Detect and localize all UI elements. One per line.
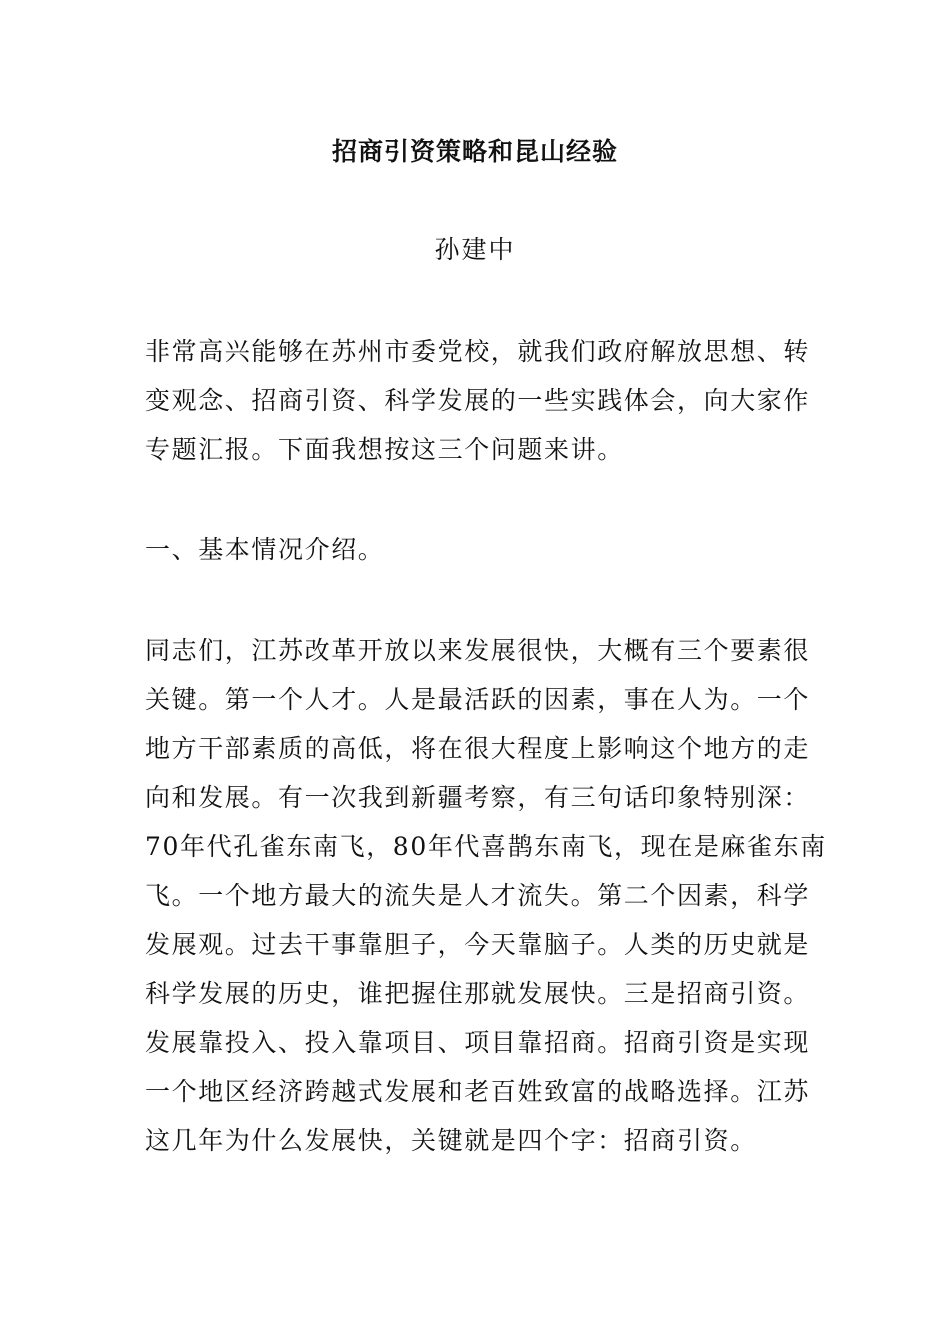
document-title: 招商引资策略和昆山经验 — [331, 137, 618, 166]
text-line: 关键。第一个人才。人是最活跃的因素，事在人为。一个 — [145, 685, 811, 714]
author-name: 孙建中 — [434, 235, 516, 264]
text-line: 这几年为什么发展快，关键就是四个字：招商引资。 — [145, 1126, 757, 1155]
text-line: 地方干部素质的高低，将在很大程度上影响这个地方的走 — [145, 734, 811, 763]
text-line: 非常高兴能够在苏州市委党校，就我们政府解放思想、转 — [145, 337, 811, 366]
text-line: 飞。一个地方最大的流失是人才流失。第二个因素，科学 — [145, 881, 811, 910]
text-line: 一、基本情况介绍。 — [145, 535, 385, 564]
text-line: 同志们，江苏改革开放以来发展很快，大概有三个要素很 — [145, 636, 811, 665]
text-line: 发展观。过去干事靠胆子，今天靠脑子。人类的历史就是 — [145, 930, 811, 959]
text-line: 一个地区经济跨越式发展和老百姓致富的战略选择。江苏 — [145, 1077, 811, 1106]
text-line: 向和发展。有一次我到新疆考察，有三句话印象特别深： — [145, 783, 811, 812]
text-line: 科学发展的历史，谁把握住那就发展快。三是招商引资。 — [145, 979, 811, 1008]
paragraph-intro — [145, 327, 811, 474]
section-heading — [145, 525, 807, 574]
paragraph-body — [145, 626, 827, 1165]
text-line: 70年代孔雀东南飞，80年代喜鹊东南飞，现在是麻雀东南 — [145, 832, 827, 861]
text-line: 变观念、招商引资、科学发展的一些实践体会，向大家作 — [145, 386, 811, 415]
text-line: 发展靠投入、投入靠项目、项目靠招商。招商引资是实现 — [145, 1028, 811, 1057]
text-line: 专题汇报。下面我想按这三个问题来讲。 — [145, 435, 624, 464]
